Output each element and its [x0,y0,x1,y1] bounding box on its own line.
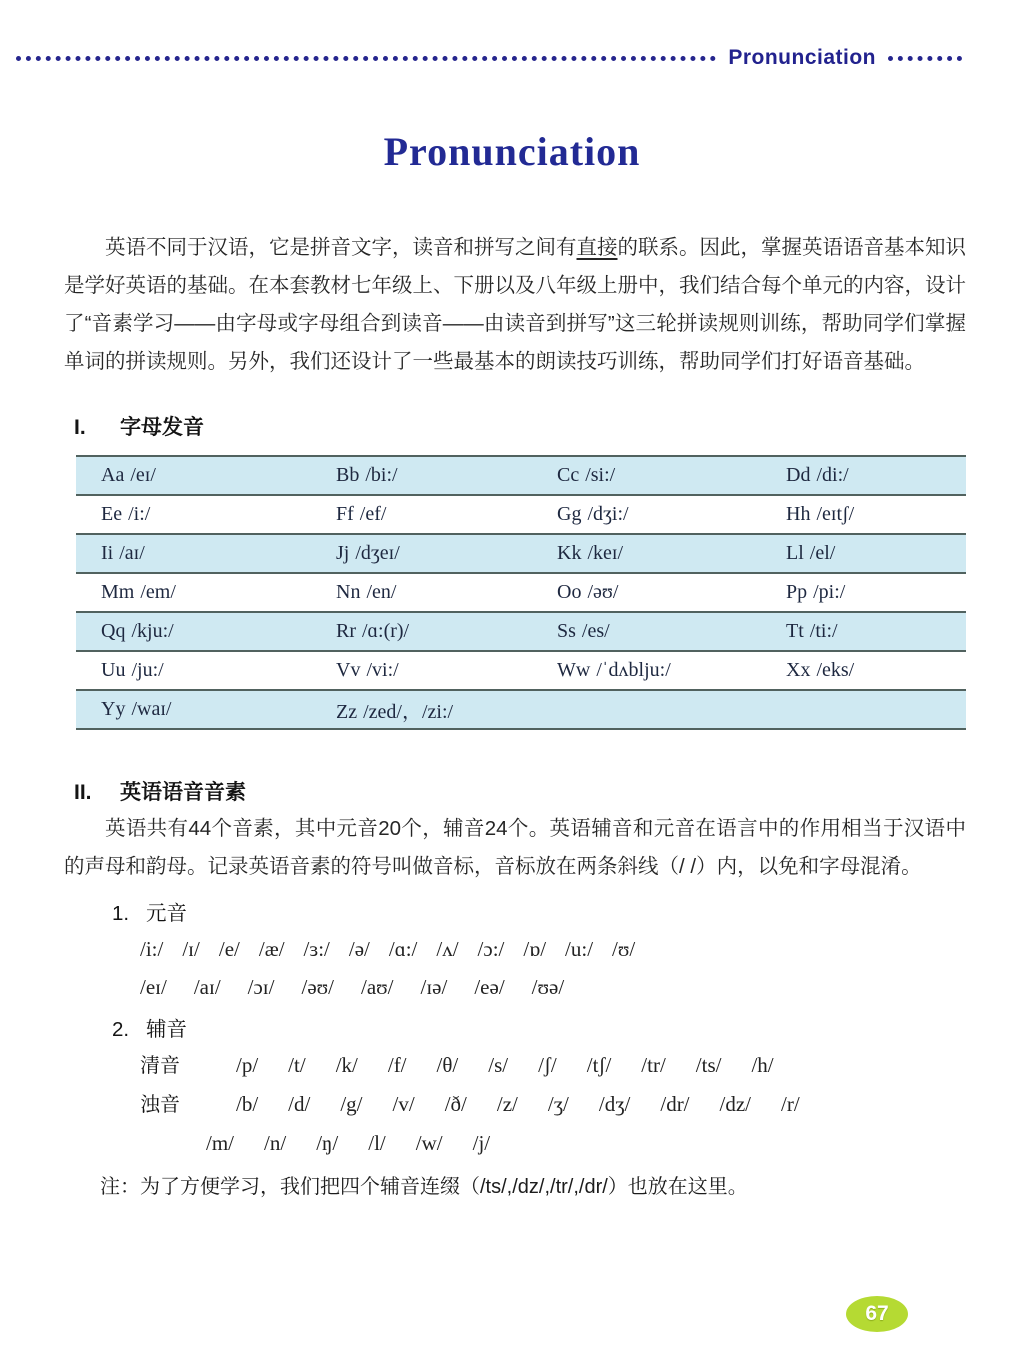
phoneme-token: /l/ [368,1131,386,1155]
letter-table-cell [532,464,761,487]
phoneme-token: /n/ [264,1131,287,1155]
letter-sound: /vi:/ [366,659,399,681]
section2-number: II. [74,781,92,804]
header-dotted-rule-right [888,56,962,61]
vowel-diphthongs-line [140,972,1024,1002]
letter-sound: /eɪ/ [130,464,156,486]
letter-sound: /waɪ/ [131,698,172,720]
note-line: 注：为了方便学习，我们把四个辅音连缀（/ts/,/dz/,/tr/,/dr/）也放在这里。 [100,1176,748,1198]
voiceless-row-label: 清音 [140,1055,180,1077]
letter-pair: Hh [786,503,811,525]
phoneme-token: /ɑ:/ [388,937,418,961]
phoneme-token: /i:/ [140,937,164,961]
letter-table-row [76,650,966,689]
running-header-title: Pronunciation [728,46,876,69]
letter-sound: /kju:/ [131,620,174,642]
phoneme-token: /j/ [472,1131,491,1155]
letter-pair: Rr [336,620,356,642]
phoneme-token: /z/ [496,1092,518,1116]
letter-pair: Ww [557,659,591,681]
letter-table-cell [532,620,761,643]
section2-title: 英语语音音素 [120,781,246,804]
phoneme-token: /eɪ/ [140,975,167,999]
letter-pair: Tt [786,620,804,642]
phoneme-token: /g/ [340,1092,363,1116]
letter-sound: /di:/ [816,464,849,486]
phoneme-token: /e/ [218,937,240,961]
vowels-label: 元音 [146,902,187,925]
letter-sound: /zed/，/zi:/ [363,701,454,723]
letter-sound: /eks/ [816,659,855,681]
letter-table-cell [76,581,311,604]
letter-table-cell [761,503,966,526]
phoneme-token: /dʒ/ [598,1092,631,1116]
letter-sound: /əʊ/ [587,581,619,603]
letter-table-cell [761,542,966,565]
letter-pair: Zz [336,701,358,723]
letter-table-cell [76,698,311,721]
intro-paragraph [64,229,966,381]
phoneme-token: /tr/ [641,1053,666,1077]
letter-pair: Nn [336,581,361,603]
letter-table-cell [761,620,966,643]
consonants-label: 辅音 [146,1018,187,1041]
intro-text-part2: 的联系。因此，掌握英语语音基本知识是学好英语的基础。在本套教材七年级上、下册以及八年级上册中，我们结合每个单元的内容，设计了“音素学习——由字母或字母组合到读音——由读音到拼写”这三轮拼读规则训练，帮助同学们掌握单词的拼读规则。另外，我们还设计了一些最基本的朗读技巧训练，帮助同学们打好语音基础。 [64,236,966,373]
letter-table-cell [532,503,761,526]
page-number-badge: 67 [846,1296,908,1332]
letter-table-cell [532,581,761,604]
phoneme-token: /eə/ [474,975,505,999]
letter-table-cell [76,620,311,643]
phoneme-token: /ɪə/ [420,975,448,999]
letter-sound: /bi:/ [365,464,398,486]
letter-table-cell [761,464,966,487]
letter-pair: Aa [101,464,125,486]
letter-table-row [76,494,966,533]
letter-sound: /ju:/ [131,659,164,681]
consonants-list-item [112,1012,1024,1042]
letter-sound: /i:/ [128,503,151,525]
letter-table-cell [311,659,532,682]
phoneme-token: /ɪ/ [182,937,200,961]
letter-sound: /en/ [366,581,397,603]
phoneme-token: /tʃ/ [586,1053,612,1077]
vowels-list-item [112,896,1024,926]
phoneme-token: /k/ [335,1053,358,1077]
letter-sound: /el/ [809,542,836,564]
letter-sound: /dʒeɪ/ [355,542,400,564]
phoneme-token: /dz/ [719,1092,752,1116]
letter-table-row [76,455,966,494]
phoneme-token: /ð/ [444,1092,467,1116]
phoneme-token: /ŋ/ [316,1131,339,1155]
section1-number: I. [74,416,86,439]
letter-pair: Kk [557,542,582,564]
letter-pair: Ff [336,503,354,525]
phoneme-token: /p/ [236,1053,259,1077]
phoneme-token: /ʊ/ [612,937,636,961]
letter-pair: Uu [101,659,126,681]
letter-table-cell [311,542,532,565]
letter-pair: Cc [557,464,580,486]
phoneme-token: /dr/ [660,1092,690,1116]
section1-title: 字母发音 [120,416,204,439]
letter-table-cell [311,503,532,526]
letter-table-cell [76,503,311,526]
letter-table-cell [311,695,532,724]
letter-pair: Pp [786,581,808,603]
phoneme-token: /ɜ:/ [303,937,330,961]
page-title: Pronunciation [383,129,641,174]
phoneme-token: /t/ [288,1053,306,1077]
section1-heading [74,411,1024,441]
voiced-row-label: 浊音 [140,1094,180,1116]
phoneme-token: /b/ [236,1092,259,1116]
phoneme-token: /ə/ [348,937,370,961]
letter-pair: Jj [336,542,350,564]
letter-table-cell [532,659,761,682]
letter-pronunciation-table [76,455,966,730]
voiceless-consonants-line [140,1050,1024,1081]
vowels-item-number: 1. [112,902,130,925]
letter-table-row [76,572,966,611]
vowel-monophthongs-line [140,934,1024,964]
letter-table-cell [76,659,311,682]
letter-sound: /dʒi:/ [587,503,629,525]
phoneme-token: /ʌ/ [436,937,459,961]
intro-text-part1: 英语不同于汉语，它是拼音文字，读音和拼写之间有 [105,236,577,259]
phoneme-token: /m/ [206,1131,235,1155]
letter-pair: Dd [786,464,811,486]
section2-paragraph: 英语共有44个音素，其中元音20个，辅音24个。英语辅音和元音在语言中的作用相当于汉语中的声母和韵母。记录英语音素的符号叫做音标，音标放在两条斜线（/ /）内，以免和字母混淆。 [64,817,966,878]
letter-pair: Ee [101,503,123,525]
phoneme-token: /f/ [387,1053,407,1077]
phoneme-token: /r/ [781,1092,800,1116]
letter-table-cell [311,581,532,604]
voiced-consonants-line [140,1089,1024,1120]
intro-underlined-word: 直接 [576,236,618,259]
letter-pair: Qq [101,620,126,642]
letter-table-cell [311,464,532,487]
letter-sound: /em/ [140,581,176,603]
letter-sound: /ti:/ [809,620,838,642]
letter-table-row [76,533,966,572]
letter-pair: Gg [557,503,582,525]
letter-pair: Ss [557,620,576,642]
letter-sound: /si:/ [585,464,616,486]
letter-table-cell [761,581,966,604]
phoneme-token: /d/ [288,1092,311,1116]
letter-table-cell [761,659,966,682]
phoneme-token: /æ/ [258,937,285,961]
letter-table-cell [76,464,311,487]
letter-pair: Ll [786,542,804,564]
phoneme-token: /ʒ/ [547,1092,569,1116]
letter-sound: /eɪtʃ/ [816,503,855,525]
phoneme-token: /h/ [751,1053,774,1077]
phoneme-token: /ɒ/ [523,937,547,961]
letter-sound: /ef/ [359,503,387,525]
letter-table-cell [311,620,532,643]
section2-heading [74,776,1024,806]
phoneme-token: /ts/ [695,1053,722,1077]
consonants-item-number: 2. [112,1018,130,1041]
phoneme-token: /θ/ [436,1053,459,1077]
letter-table-row [76,689,966,730]
voiced-consonants-continued-line [206,1128,1024,1158]
letter-sound: /pi:/ [813,581,846,603]
letter-pair: Oo [557,581,582,603]
letter-sound: /es/ [581,620,610,642]
phoneme-token: /s/ [488,1053,509,1077]
header-dotted-rule-left [16,56,716,61]
letter-sound: /ˈdʌblju:/ [596,659,671,681]
letter-table-cell [532,542,761,565]
letter-table-row [76,611,966,650]
phoneme-token: /əʊ/ [301,975,334,999]
letter-table-cell [76,542,311,565]
phoneme-token: /w/ [415,1131,443,1155]
phoneme-token: /ɔ:/ [477,937,505,961]
letter-pair: Mm [101,581,135,603]
phoneme-token: /ʃ/ [538,1053,557,1077]
letter-pair: Yy [101,698,126,720]
phoneme-token: /u:/ [565,937,594,961]
letter-pair: Vv [336,659,361,681]
running-header [0,0,1024,70]
letter-sound: /aɪ/ [119,542,145,564]
letter-pair: Ii [101,542,114,564]
phoneme-token: /ɔɪ/ [247,975,275,999]
phoneme-token: /v/ [392,1092,415,1116]
phoneme-token: /aɪ/ [193,975,221,999]
letter-sound: /keɪ/ [587,542,623,564]
phoneme-token: /ʊə/ [531,975,565,999]
letter-pair: Bb [336,464,360,486]
phoneme-token: /aʊ/ [361,975,394,999]
letter-pair: Xx [786,659,811,681]
letter-sound: /ɑ:(r)/ [362,620,410,642]
